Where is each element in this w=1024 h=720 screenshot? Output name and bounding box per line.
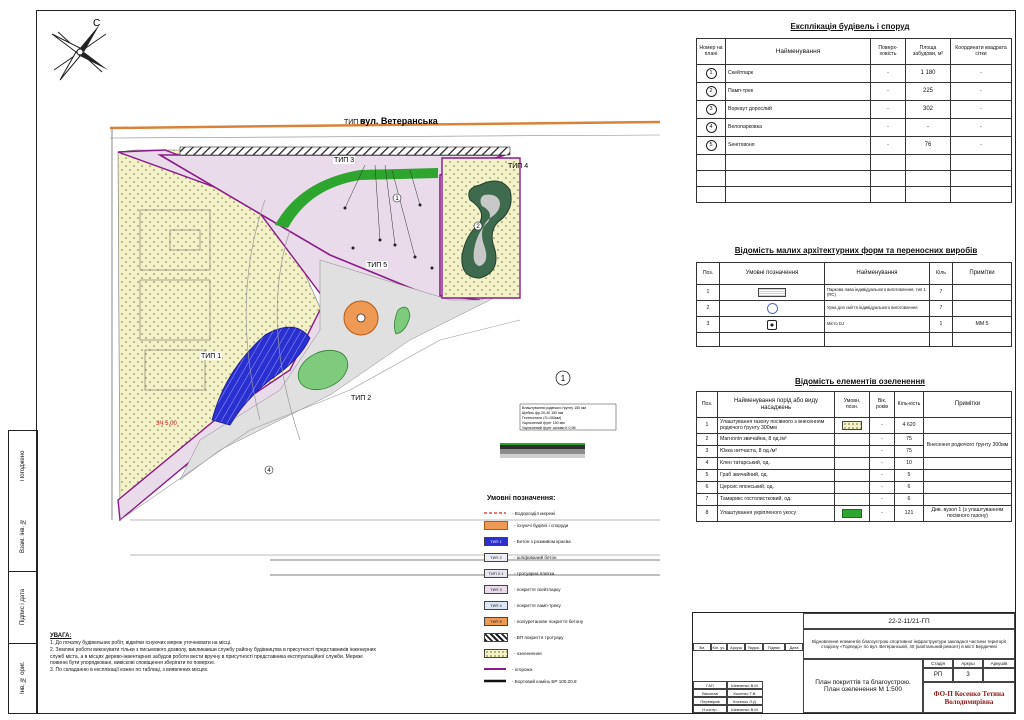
section-line: Геотекстиль (S=150мм) (522, 416, 562, 420)
col-header: Примітки (924, 392, 1012, 418)
row-number: 3 (697, 446, 718, 458)
svg-text:С: С (93, 18, 101, 29)
row-name: Клен татарський, од. (718, 458, 835, 470)
table-row (697, 482, 1012, 494)
row-number: 3 (706, 104, 717, 115)
row-name: Воркаут дорослий (726, 101, 871, 119)
row-note (924, 418, 1012, 434)
row-qty: 10 (895, 458, 924, 470)
row-coord: - (951, 119, 1012, 137)
table-row (697, 317, 1012, 333)
section-line: Щебінь фр.20-40 150 мм (522, 411, 564, 415)
row-qty: 75 (895, 446, 924, 458)
marker-label: 4 (267, 468, 271, 474)
col-header: Кіль (930, 263, 953, 285)
row-note (953, 285, 1012, 301)
legend-item (484, 632, 684, 642)
row-qty: 121 (895, 506, 924, 522)
street-label: вул. Ветеранська (360, 116, 438, 126)
table-row (697, 418, 1012, 434)
legend-text: - покриття памп-треку (514, 602, 561, 608)
row-coord: - (951, 101, 1012, 119)
legend-item (484, 648, 684, 658)
table-row (697, 101, 1012, 119)
lawn-icon (842, 421, 862, 430)
stamp-header: Кіл. уч. (712, 644, 726, 650)
table-row (697, 470, 1012, 482)
row-name: Скейтпарк (726, 65, 871, 83)
stamp-header: Зм. (693, 643, 711, 651)
row-age: - (870, 506, 895, 522)
table-row (697, 285, 1012, 301)
legend-item (484, 552, 684, 562)
side-stamp (8, 430, 38, 714)
stamp-header: Дата (785, 643, 803, 651)
legend-text: - поліуретанове покриття бетону (514, 618, 584, 624)
side-stamp-cell: Погоджено (20, 450, 26, 482)
stamp-role: Н.контр. (693, 705, 727, 713)
legend-text: - тротуарна плитка (514, 570, 555, 576)
col-header: Вік, років (870, 392, 895, 418)
dj-icon (767, 320, 777, 330)
row-qty: 7 (930, 301, 953, 317)
row-name: Улаштування укріпленого укосу (718, 506, 835, 522)
row-number: 7 (697, 494, 718, 506)
row-floors: - (871, 83, 906, 101)
row-note (924, 494, 1012, 506)
legend-text: - існуючі будівлі і споруди (514, 522, 569, 528)
row-qty: 4 620 (895, 418, 924, 434)
row-number: 1 (706, 68, 717, 79)
legend-swatch: ТИП 3 (484, 585, 508, 594)
col-header: Площа забудови, м² (906, 39, 951, 65)
big-marker: 1 (560, 374, 566, 383)
row-number: 2 (706, 86, 717, 97)
legend-swatch: ТИП 2 (484, 553, 508, 562)
legend-text: - Бетон з розмивом краєва (514, 538, 571, 544)
trash-bin-icon (767, 303, 778, 314)
stamp-name: Косенко Л.Д. (727, 697, 763, 705)
col-header: Умовн. позн. (835, 392, 870, 418)
section-line: Влаштування родючого ґрунту 150 мм (522, 406, 587, 410)
note-line: 3. По складанню в експлікації кожен по таблиці, з виявлених місцях. (50, 667, 209, 674)
notes (50, 632, 380, 674)
row-note (924, 458, 1012, 470)
stage-header: Стадія (923, 659, 953, 668)
svg-text:ЗЧ 5,00: ЗЧ 5,00 (156, 421, 177, 427)
row-qty: 6 (895, 494, 924, 506)
row-number: 4 (697, 458, 718, 470)
project-code: 22-2-11/21-ГП (803, 613, 1015, 629)
row-name: Велопарковка (726, 119, 871, 137)
side-stamp-cell: Підпис і дата (9, 571, 37, 644)
project-title: Відновлення елементів благоустрою спортивної інфраструктури закладної частини території стадіону «Торпедо» по вул. Ветеранській, 40 (капітальний ремонт) в місті Бердичеві (803, 629, 1015, 659)
legend-item (484, 676, 684, 686)
row-floors: - (871, 137, 906, 155)
note-line: 1. До початку будівельних робіт, відмітки існуючих мереж уточнювати на місці. (50, 640, 232, 647)
row-floors: - (871, 65, 906, 83)
row-floors: - (871, 119, 906, 137)
table-row (697, 137, 1012, 155)
stage-value: РП (923, 668, 953, 682)
legend-text: - шліфований бетон (514, 554, 557, 560)
row-area: - (906, 119, 951, 137)
row-age: - (870, 446, 895, 458)
row-number: 3 (697, 317, 720, 333)
legend-item (484, 664, 684, 674)
stamp-name: Шевченко В.М. (727, 681, 763, 689)
table-row (697, 434, 1012, 446)
maf-table (696, 262, 1012, 347)
marker-label: 2 (476, 224, 480, 230)
row-note (924, 470, 1012, 482)
col-header: Координати квадрата сітки (951, 39, 1012, 65)
greening-title: Відомість елементів озеленення (795, 377, 925, 386)
marker-label: 1 (395, 196, 399, 202)
stage-header: Аркуш (953, 659, 983, 668)
row-number: 1 (697, 285, 720, 301)
row-age: - (870, 434, 895, 446)
row-number: 5 (706, 140, 717, 151)
row-area: 1 180 (906, 65, 951, 83)
row-number: 2 (697, 301, 720, 317)
legend-swatch: ТИП 5 (484, 617, 508, 626)
stamp-role: ГАП (693, 681, 727, 689)
stamp-role: Виконав (693, 689, 727, 697)
row-number: 8 (697, 506, 718, 522)
note-line: 2. Земляні роботи виконувати тільки з письмового дозволу, викликавши службу району будівництва в присутності представників інженерних служб міста, а в місцях дерево-інвентарних забудов роботи вести вручну в присутності представника експлуатаційної служби. Мережі повинні бути упорядковані, вивіскові сповіщення зберігати по поверхні. (50, 646, 377, 667)
row-name: Місто DJ (825, 317, 930, 333)
row-name: Граб звичайний, од. (718, 470, 835, 482)
row-note: ММ 5 (953, 317, 1012, 333)
legend-item (484, 568, 684, 578)
row-qty: 6 (895, 482, 924, 494)
col-header: Номер на плані (697, 39, 726, 65)
north-arrow-icon (52, 18, 108, 80)
section-line: Ущільнений ґрунт основи К 0,98 (522, 426, 576, 430)
type-label: ТИП 4 (508, 163, 529, 170)
legend-item (484, 584, 684, 594)
table-row (697, 83, 1012, 101)
row-name: Магнолія звичайна, 8 од./м² (718, 434, 835, 446)
row-qty: 7 (930, 285, 953, 301)
row-qty: 75 (895, 434, 924, 446)
row-qty: 5 (895, 470, 924, 482)
stamp-header: №док. (745, 643, 763, 651)
row-number: 2 (697, 434, 718, 446)
stage-value: 3 (953, 668, 983, 682)
row-age: - (870, 470, 895, 482)
table-row (697, 119, 1012, 137)
legend-swatch: ТИП 4 (484, 601, 508, 610)
stamp-header: Аркуш (727, 643, 745, 651)
sheet-title: План покриттів та благоустрою. План озеленення М 1:500 (803, 659, 923, 713)
section-line: Ущільнений ґрунт 150 мм (522, 421, 565, 425)
row-name: Улаштування газону посівного з внесенням родючого ґрунту 300мм (718, 418, 835, 434)
legend-item (484, 600, 684, 610)
type-label: ТИП 5 (367, 262, 388, 269)
row-number: 1 (697, 418, 718, 434)
explication-table (696, 38, 1012, 203)
row-name: Церсис японський, од. (718, 482, 835, 494)
row-name: Урна для сміття індивідуального виготовлення (825, 301, 930, 317)
table-row (697, 494, 1012, 506)
row-number: 6 (697, 482, 718, 494)
row-area: 76 (906, 137, 951, 155)
type-label: ТИП 2 (351, 395, 372, 402)
legend-item (484, 508, 684, 518)
row-area: 225 (906, 83, 951, 101)
row-note: Див. вузол 1 (з улаштуванням посівного газону) (924, 506, 1012, 522)
type-label: ТИП 1 (201, 353, 222, 360)
row-age: - (870, 482, 895, 494)
row-coord: - (951, 137, 1012, 155)
table-row (697, 458, 1012, 470)
row-note: Внесення родючого ґрунту 300мм (924, 434, 1012, 458)
legend-text: - Бортовий камінь БР 100.20.8 (512, 678, 577, 684)
row-age: - (870, 418, 895, 434)
row-coord: - (951, 83, 1012, 101)
legend-title: Умовні позначення: (487, 495, 556, 502)
stamp-header: Підпис (763, 643, 785, 651)
row-name: Паркова лава індивідуального виготовлення, тип 1 (RC) (825, 285, 930, 301)
greening-table (696, 391, 1012, 522)
legend-text: - огорожа (512, 666, 533, 672)
table-row (697, 65, 1012, 83)
row-floors: - (871, 101, 906, 119)
col-header: Кіль-кість (895, 392, 924, 418)
col-header: Найменування порід або виду насаджень (718, 392, 835, 418)
table-row (697, 301, 1012, 317)
maf-title: Відомість малих архітектурних форм та переносних виробів (734, 246, 978, 255)
legend-item (484, 536, 684, 546)
explication-title: Експлікація будівель і споруд (790, 22, 910, 31)
row-note (924, 482, 1012, 494)
row-name: Тамарикс гостолистковий, од. (718, 494, 835, 506)
legend-text: - покриття скейтпарку (514, 586, 561, 592)
row-name: Sенітхвоня (726, 137, 871, 155)
bench-icon (758, 288, 786, 297)
stamp-name: Косенко Т.В. (727, 689, 763, 697)
col-header: Поз. (697, 392, 718, 418)
col-header: Найменування (825, 263, 930, 285)
col-header: Поз. (697, 263, 720, 285)
legend-item (484, 616, 684, 626)
stage-value (983, 668, 1015, 682)
row-number: 4 (706, 122, 717, 133)
type-label: ТИП 3 (334, 157, 355, 164)
side-stamp-cell: Інв. № ориг. (9, 643, 37, 714)
legend-text: - ВП покриття тротуару (514, 634, 564, 640)
stage-header: Аркушів (983, 659, 1015, 668)
title-block (692, 612, 1016, 714)
col-header: Умовні позначення (720, 263, 825, 285)
row-coord: - (951, 65, 1012, 83)
row-qty: 1 (930, 317, 953, 333)
row-age: - (870, 494, 895, 506)
notes-title: УВАГА: (50, 633, 72, 639)
row-area: 302 (906, 101, 951, 119)
row-name: Памп-трек (726, 83, 871, 101)
row-name: Юкка нитчаста, 8 од./м² (718, 446, 835, 458)
col-header: Примітки (953, 263, 1012, 285)
col-header: Найменування (726, 39, 871, 65)
type-label: ТИП 6 (344, 119, 365, 126)
company-name: ФО-П Косенко Тетяна Володимирівна (923, 682, 1015, 713)
row-number: 5 (697, 470, 718, 482)
legend-swatch: ТИП 2.1 (484, 569, 508, 578)
legend-text: - Водорозділ мережі (512, 510, 556, 516)
row-age: - (870, 458, 895, 470)
row-note (953, 301, 1012, 317)
table-row (697, 506, 1012, 522)
section-detail (500, 404, 616, 458)
col-header: Поверх-ховість (871, 39, 906, 65)
slope-icon (842, 509, 862, 518)
legend-swatch: ТИП 1 (484, 537, 508, 546)
side-stamp-cell: Взам. інв. № (9, 501, 37, 572)
legend-text: - озеленення (514, 650, 542, 656)
stamp-name: Шевченко В.М. (727, 705, 763, 713)
legend-item (484, 520, 684, 530)
stamp-role: Перевірив (693, 697, 727, 705)
